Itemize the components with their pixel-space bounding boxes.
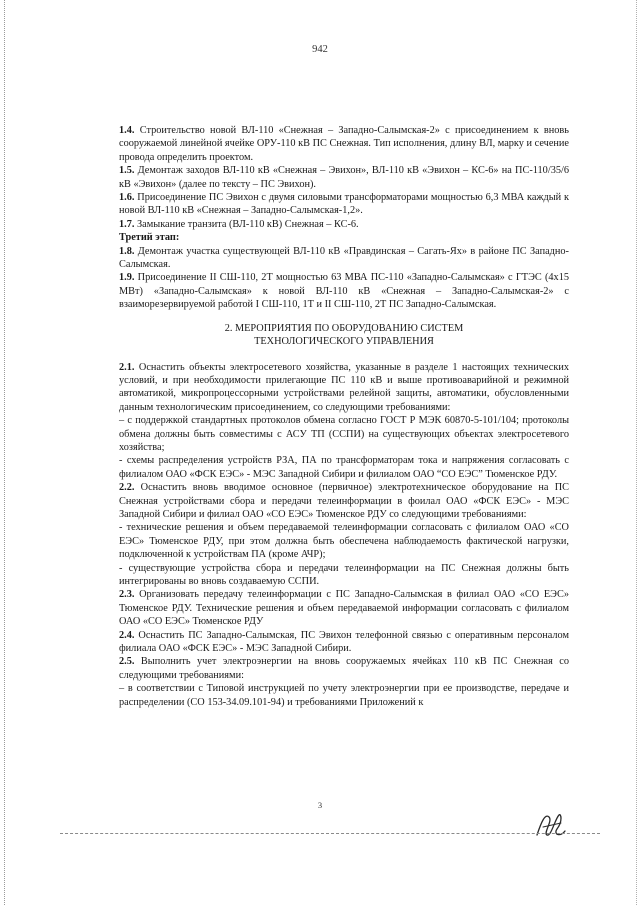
section-2-heading [119,322,569,349]
scan-cut-line [60,833,600,835]
paragraph-1-4 [119,124,569,164]
clause-number: 1.4. [119,125,135,136]
clause-number: 2.4. [119,629,135,641]
clause-number: 2.5. [119,656,135,668]
bullet-2-2-1: - технические решения и объем передаваемой телеинформации согласовать с филиалом ОАО «СО ЕЭС» Тюменское РДУ, при этом должна быть обеспечена наблюдаемость фактической нагрузки, подключенной к устройствам ПА (кроме АЧР); [119,522,569,561]
section-heading-line-1: 2. МЕРОПРИЯТИЯ ПО ОБОРУДОВАНИЮ СИСТЕМ [224,322,464,334]
clause-text: Оснастить вновь вводимое основное (первичное) электротехническое оборудование на ПС Снежная устройствами сбора и передачи телеинформации в фоилал ОАО «ФСК ЕЭС» - МЭС Западной Сибири и филиал ОАО «СО ЕЭС» Тюменское РДУ со следующими требованиями: [119,482,569,520]
document-body [119,124,569,709]
clause-text: Замыкание транзита (ВЛ-110 кВ) Снежная – КС-6. [134,218,359,230]
paragraph-2-4 [119,629,569,656]
clause-text: Выполнить учет электроэнергии на вновь сооружаемых ячейках 110 кВ ПС Снежная со следующими требованиями: [119,656,569,681]
clause-text: Строительство новой ВЛ-110 «Снежная – Западно-Салымская-2» с присоединением к вновь сооружаемой линейной ячейке ОРУ-110 кВ ПС Снежная. Тип исполнения, длину ВЛ, марку и сечение провода определить проектом. [119,125,569,163]
paragraph-1-6 [119,191,569,218]
clause-number: 2.3. [119,589,135,601]
section-heading-line-2: ТЕХНОЛОГИЧЕСКОГО УПРАВЛЕНИЯ [254,336,434,348]
clause-number: 1.7. [119,218,135,230]
page-number-top: 942 [312,44,328,55]
clause-text: Оснастить объекты электросетевого хозяйства, указанные в разделе 1 настоящих технических условий, и при необходимости прилегающие ПС 110 кВ и выше противоаварийной и режимной автоматикой, микропроцессорными устройствами релейной защиты, автоматики, обусловленными данным технологическим присоединением, со следующими требованиями: [119,361,569,413]
clause-text: Присоединение II СШ-110, 2Т мощностью 63 МВА ПС-110 «Западно-Салымская» с ГТЭС (4х15 МВт) «Западно-Салымская» к новой ВЛ-110 кВ «Снежная – Западно-Салымская-2» с взаиморезервируемой работой I СШ-110, 1Т и II СШ-110, 2Т ПС Западно-Салымская. [119,272,569,311]
paragraph-2-5 [119,655,569,682]
clause-text: Демонтаж заходов ВЛ-110 кВ «Снежная – Эвихон», ВЛ-110 кВ «Эвихон – КС-6» на ПС-110/35/6 кВ «Эвихон» (далее по тексту – ПС Эвихон). [119,165,569,190]
paragraph-1-9 [119,271,569,311]
handwritten-signature-icon [531,805,571,845]
stage-three-heading: Третий этап: [119,232,180,244]
bullet-2-1-1: – с поддержкой стандартных протоколов обмена согласно ГОСТ Р МЭК 60870-5-101/104; протоколы обмена должны быть совместимы с АСУ ТП (ССПИ) на существующих объектах электросетевого хозяйства; [119,415,569,453]
bullet-2-1-2: - схемы распределения устройств РЗА, ПА по трансформаторам тока и напряжения согласовать с филиалом ОАО «ФСК ЕЭС» - МЭС Западной Сибири и филиалом ОАО “СО ЕЭС” Тюменское РДУ. [119,455,569,480]
clause-text: Организовать передачу телеинформации с ПС Западно-Салымская в филиал ОАО «СО ЕЭС» Тюменское РДУ. Технические решения и объем передаваемой информации согласовать с филиалом ОАО «СО ЕЭС» Тюменское РДУ [119,589,569,628]
bullet-2-5-1: – в соответствии с Типовой инструкцией по учету электроэнергии при ее производстве, передаче и распределении (СО 153-34.09.101-94) и требованиями Приложений к [119,683,569,708]
paragraph-1-8 [119,245,569,272]
scan-edge-left [4,0,6,905]
clause-text: Оснастить ПС Западно-Салымская, ПС Эвихон телефонной связью с оперативным персоналом филиала ОАО «ФСК ЕЭС» - МЭС Западной Сибири. [119,629,569,655]
clause-number: 1.5. [119,165,135,177]
paragraph-2-3 [119,588,569,628]
clause-number: 2.1. [119,361,135,373]
bullet-2-2-2: - существующие устройства сбора и передачи телеинформации на ПС Снежная должны быть интегрированы во вновь создаваемую ССПИ. [119,562,569,587]
paragraph-2-2 [119,481,569,521]
clause-number: 1.9. [119,272,135,284]
paragraph-1-5 [119,164,569,191]
clause-number: 1.6. [119,192,135,204]
paragraph-2-1 [119,361,569,415]
clause-number: 2.2. [119,482,135,494]
page-number-bottom: 3 [317,800,323,810]
scan-edge-right [636,0,638,905]
clause-text: Демонтаж участка существующей ВЛ-110 кВ «Правдинская – Сагать-Ях» в районе ПС Западно-Салымская. [119,245,569,271]
paragraph-1-7 [119,218,569,231]
clause-number: 1.8. [119,245,135,257]
clause-text: Присоединение ПС Эвихон с двумя силовыми трансформаторами мощностью 6,3 МВА каждый к новой ВЛ-110 кВ «Снежная – Западно-Салымская-1,2». [119,192,569,217]
